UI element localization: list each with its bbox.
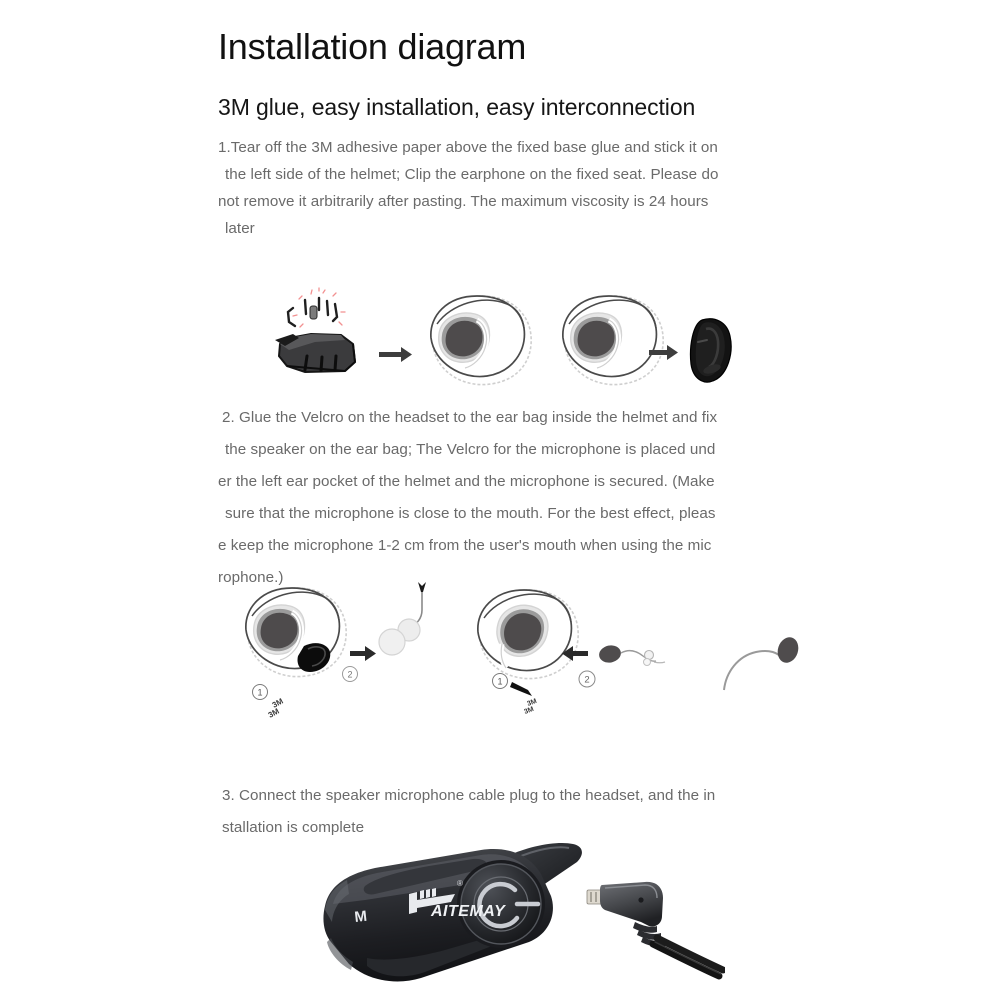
helmet-cutaway-left-2 xyxy=(563,296,663,385)
pointer-arrow-to-mic xyxy=(510,682,532,696)
svg-text:3M: 3M xyxy=(526,697,538,708)
step-2-paragraph xyxy=(218,402,828,594)
step-1-line-2: the left side of the helmet; Clip the earphone on the fixed seat. Please do xyxy=(225,166,719,183)
speaker-pair-with-cable xyxy=(379,582,426,655)
step-2-line-5: e keep the microphone 1-2 cm from the user's mouth when using the mic xyxy=(218,537,712,554)
right-angle-plug-cable xyxy=(587,882,723,976)
step-3-line-1: 3. Connect the speaker microphone cable plug to the headset, and the in xyxy=(222,787,716,804)
step-2-line-4: sure that the microphone is close to the mouth. For the best effect, pleas xyxy=(225,505,716,522)
mount-bracket-to-helmet-diagram xyxy=(275,282,745,394)
step-2-line-6: rophone.) xyxy=(218,569,284,586)
helmet-with-microphone xyxy=(478,590,578,679)
helmet-cutaway-left-1 xyxy=(431,296,531,385)
circle-label-2a-text: 2 xyxy=(347,669,353,680)
step-1-line-3: not remove it arbitrarily after pasting. The maximum viscosity is 24 hours xyxy=(218,193,709,210)
svg-text:M: M xyxy=(353,907,368,926)
circle-label-1b-text: 1 xyxy=(497,676,503,687)
step-1-line-1: 1.Tear off the 3M adhesive paper above the fixed base glue and stick it on xyxy=(218,139,718,156)
brand-name: AITEMAY xyxy=(431,903,506,920)
step-3-paragraph xyxy=(218,780,828,844)
svg-text:3M: 3M xyxy=(523,705,535,716)
headset-and-cable-photo xyxy=(305,838,725,1000)
arrow-right-1 xyxy=(379,347,412,362)
header-text-block xyxy=(218,22,818,242)
step-2-line-3: er the left ear pocket of the helmet and the microphone is secured. (Make xyxy=(218,473,715,490)
step-3-line-2: stallation is complete xyxy=(222,819,365,836)
helmet-with-headset-attached xyxy=(246,588,346,677)
tape-label-3m-b xyxy=(523,698,538,716)
clamp-bracket-with-3m-tape xyxy=(275,288,355,372)
step-1-line-4: later xyxy=(225,220,255,237)
brand-trademark: ® xyxy=(457,879,463,888)
step-1-paragraph xyxy=(218,134,818,242)
svg-text:3M: 3M xyxy=(266,706,281,720)
step-2-line-1: 2. Glue the Velcro on the headset to the ear bag inside the helmet and fix xyxy=(222,409,718,426)
page-subtitle: 3M glue, easy installation, easy interconnection xyxy=(218,94,696,120)
step-2-line-2: the speaker on the ear bag; The Velcro for the microphone is placed und xyxy=(225,441,716,458)
circle-label-1a-text: 1 xyxy=(257,687,263,698)
m-button xyxy=(354,908,368,926)
arrow-right-3 xyxy=(350,646,376,661)
svg-text:3M: 3M xyxy=(270,696,285,710)
microphone-velcro-pad xyxy=(597,643,665,665)
boom-microphone xyxy=(724,635,802,690)
speaker-and-microphone-placement-diagram xyxy=(232,578,822,723)
tape-label-3m-a xyxy=(267,696,285,719)
circle-label-2b-text: 2 xyxy=(584,674,590,686)
step-3-text-block xyxy=(218,780,828,844)
headset-unit-black xyxy=(690,319,731,382)
step-2-text-block xyxy=(218,402,828,594)
page-title: Installation diagram xyxy=(218,26,527,67)
